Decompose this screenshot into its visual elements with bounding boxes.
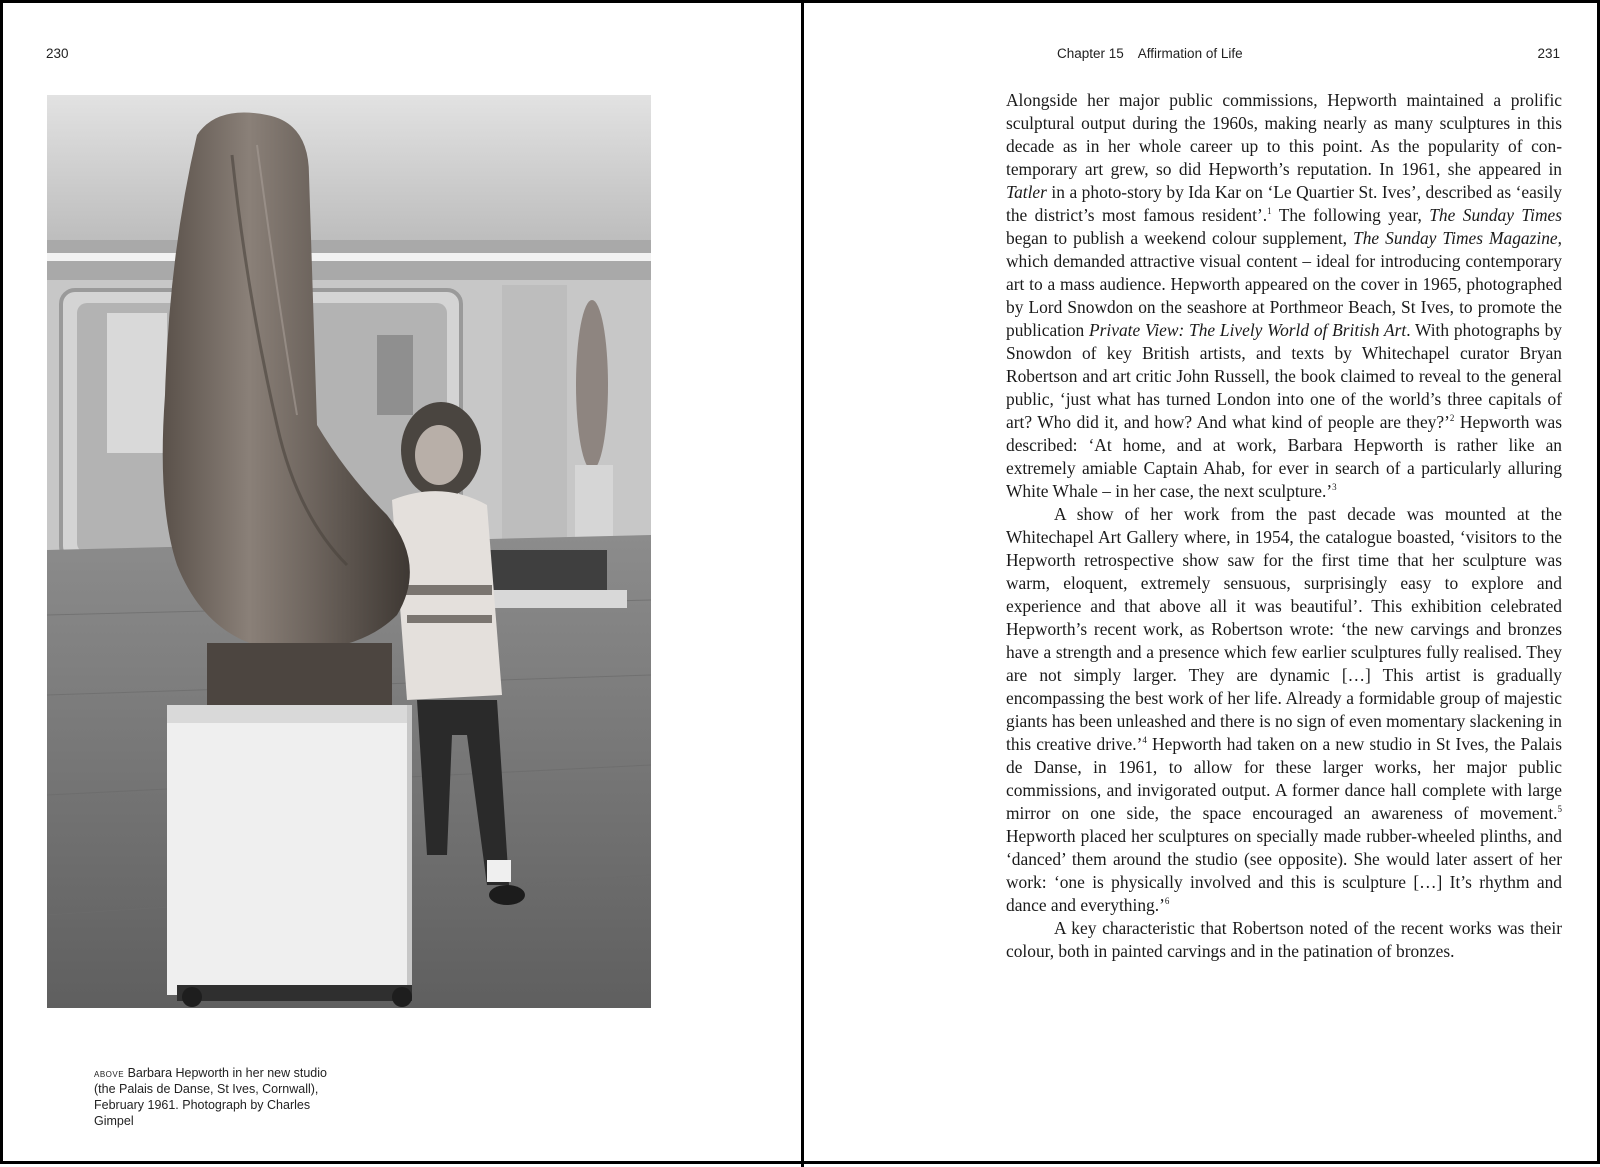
text-run: Hepworth placed her sculptures on specially made rubber-wheeled plinths, and ‘danced’ them around the studio (see opposite). She would later assert of her work: ‘one is physically involved and this is sculpture […] It’s rhythm and dance and everything.’	[1006, 826, 1562, 915]
footnote-ref: 5	[1557, 804, 1562, 815]
body-text	[1006, 89, 1562, 963]
italic-title: Tatler	[1006, 182, 1047, 202]
italic-title: Private View: The Lively World of British Art	[1089, 320, 1407, 340]
text-run: Hepworth was described: ‘At home, and at work, Barbara Hepworth is rather like an extremely amiable Captain Ahab, for ever in search of a particularly alluring White Whale – in her case, the next sculpture.’	[1006, 412, 1562, 501]
footnote-ref: 6	[1164, 896, 1170, 907]
body-paragraph	[1006, 917, 1562, 963]
photo-caption	[94, 1065, 334, 1129]
caption-label: above	[94, 1066, 125, 1080]
text-run: in a photo-story by Ida Kar on ‘Le Quartier St. Ives’, described as ‘easily the district’s most famous resident’.	[1006, 182, 1562, 225]
footnote-ref: 3	[1332, 482, 1337, 493]
text-run: A show of her work from the past decade was mounted at the Whitechapel Art Gallery where, in 1954, the catalogue boasted, ‘visitors to the Hepworth retrospective show saw for the first time that her sculpture was warm, eloquent, extremely sensuous, surprisingly easy to explore and experience and that above all it was beautiful’. This exhibition celebrated Hepworth’s recent work, as Robertson wrote: ‘the new carvings and bronzes have a strength and a presence which few earlier sculptures fully realised. They are not simply larger. They are dynamic […] This artist is gradually encompassing the best work of her life. Already a formidable group of majestic giants has been unleashed and there is no sign of even momentary slackening in this creative drive.’	[1006, 504, 1562, 754]
chapter-title: Affirmation of Life	[1137, 46, 1243, 61]
right-page	[804, 3, 1600, 1167]
footnote-ref: 2	[1449, 413, 1455, 424]
italic-title: The Sunday Times	[1429, 205, 1562, 225]
text-run: The following year,	[1271, 205, 1430, 225]
footnote-ref: 1	[1267, 206, 1272, 217]
body-paragraph	[1006, 89, 1562, 503]
text-run: Hepworth had taken on a new studio in St Ives, the Palais de Danse, in 1961, to allow for these larger works, her major public commissions, and invigorated output. A former dance hall complete with large mirror on one side, the space encouraged an awareness of movement.	[1006, 734, 1562, 823]
italic-title: The Sunday Times Magazine	[1353, 228, 1558, 248]
chapter-number: Chapter 15	[1057, 46, 1124, 61]
text-run: Alongside her major public commissions, Hepworth maintained a prolific sculptural output during the 1960s, making nearly as many sculptures in this decade as in her whole career up to this point. As the popularity of contemporary art grew, so did Hepworth’s reputation. In 1961, she appeared in	[1006, 90, 1562, 179]
footnote-ref: 4	[1142, 735, 1147, 746]
text-run: began to publish a weekend colour supplement,	[1006, 228, 1354, 248]
text-run: , which demanded attractive visual content – ideal for introducing contemporary art to a mass audience. Hepworth appeared on the cover in 1965, photographed by Lord Snowdon on the seashore at Porthmeor Beach, St Ives, to promote the publication	[1006, 228, 1562, 340]
left-page	[6, 3, 801, 1167]
page-number-left: 230	[46, 46, 69, 61]
page-number-right: 231	[1537, 46, 1560, 61]
studio-photograph	[47, 95, 651, 1008]
caption-text: Barbara Hepworth in her new studio (the Palais de Danse, St Ives, Cornwall), February 1961. Photograph by Charles Gimpel	[94, 1066, 327, 1128]
text-run: A key characteristic that Robertson noted of the recent works was their colour, both in painted carvings and in the patination of bronzes.	[1006, 918, 1562, 961]
running-head	[1057, 46, 1243, 61]
body-paragraph	[1006, 503, 1562, 917]
text-run: . With photographs by Snowdon of key British artists, and texts by Whitechapel curator Bryan Robertson and art critic John Russell, the book claimed to reveal to the general public, ‘just what has turned London into one of the world’s three capitals of art? Who did it, and how? And what kind of people are they?’	[1006, 320, 1562, 432]
